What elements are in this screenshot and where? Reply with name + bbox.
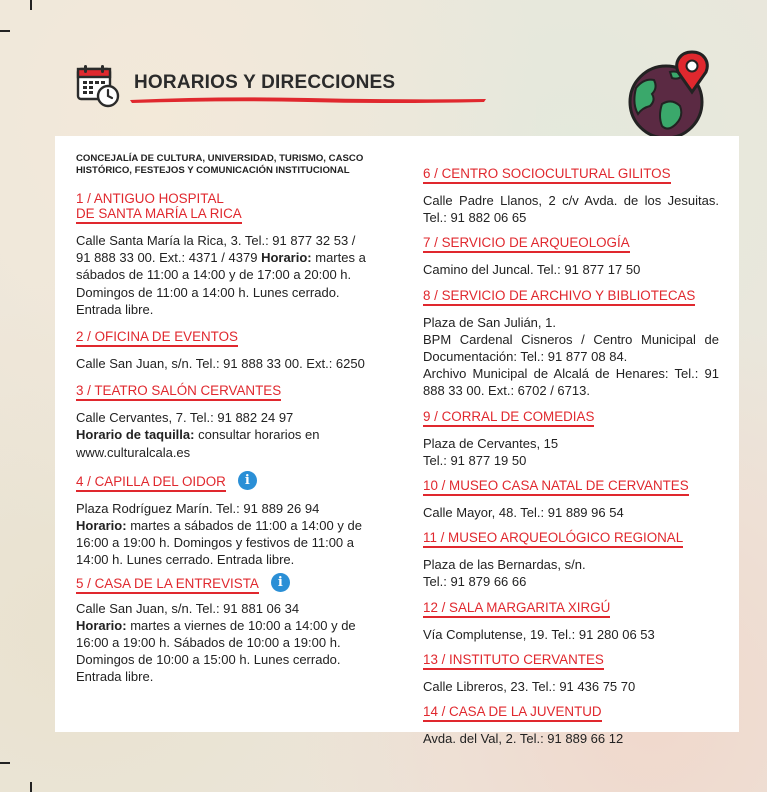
venue-address: Calle Cervantes, 7. Tel.: 91 882 24 97 — [76, 410, 294, 426]
venue-address: Calle Santa María la Rica, 3. Tel.: 91 877 32 53 / 91 888 33 00. Ext.: 4371 / 4379 — [76, 233, 356, 266]
title-underline-brush — [128, 94, 488, 104]
hours-label: Horario: — [261, 250, 312, 266]
venue-title: 14 / CASA DE LA JUVENTUD — [423, 704, 602, 722]
venue-address-line: BPM Cardenal Cisneros / Centro Municipal de Documentación: Tel.: 91 877 08 84. — [423, 331, 719, 365]
calendar-clock-icon — [76, 64, 120, 108]
venue-address-line: Archivo Municipal de Alcalá de Henares: Tel.: 91 888 33 00. Ext.: 6702 / 6713. — [423, 366, 719, 399]
venue-hours: martes a viernes de 10:00 a 14:00 y de 16:00 a 19:00 h. Sábados de 10:00 a 19:00 h. Domingos de 10:00 a 15:00 h. Lunes cerrado. Entrada libre. — [76, 617, 356, 685]
venue-title: 7 / SERVICIO DE ARQUEOLOGÍA — [423, 235, 630, 253]
venue-hours: consultar horarios en www.culturalcala.es — [76, 427, 320, 460]
venue-entry — [423, 529, 719, 590]
crop-mark — [30, 0, 32, 10]
hours-label: Horario: — [76, 617, 127, 633]
crop-mark — [30, 782, 32, 792]
venue-title: 8 / SERVICIO DE ARCHIVO Y BIBLIOTECAS — [423, 288, 695, 306]
venue-title: 4 / CAPILLA DEL OIDOR — [76, 474, 226, 492]
crop-mark — [0, 30, 10, 32]
venue-title: 11 / MUSEO ARQUEOLÓGICO REGIONAL — [423, 530, 683, 548]
venue-title: 10 / MUSEO CASA NATAL DE CERVANTES — [423, 478, 689, 496]
venue-details — [423, 261, 719, 278]
venue-address-line: Plaza de Cervantes, 15 — [423, 435, 559, 451]
venue-title: 3 / TEATRO SALÓN CERVANTES — [76, 383, 281, 401]
venue-details — [423, 435, 719, 469]
venue-details — [423, 678, 719, 695]
venue-entry — [423, 165, 719, 226]
venue-details — [423, 556, 719, 590]
venue-entry — [423, 651, 719, 695]
venue-details — [76, 409, 372, 461]
venue-address: Calle Padre Llanos, 2 c/v Avda. de los Jesuitas. Tel.: 91 882 06 65 — [423, 193, 719, 226]
venue-entry — [423, 287, 719, 400]
venue-entry — [423, 234, 719, 278]
venue-entry — [76, 573, 372, 686]
department-heading: CONCEJALÍA DE CULTURA, UNIVERSIDAD, TURISMO, CASCO HISTÓRICO, FESTEJOS Y COMUNICACIÓN INSTITUCIONAL — [76, 153, 364, 176]
venue-title: 9 / CORRAL DE COMEDIAS — [423, 409, 594, 427]
venue-entry — [76, 471, 372, 569]
hours-label: Horario: — [76, 518, 127, 534]
venue-entry — [76, 328, 372, 372]
left-column — [76, 136, 372, 686]
venue-entry — [423, 477, 719, 521]
venue-address: Avda. del Val, 2. Tel.: 91 889 66 12 — [423, 731, 624, 747]
venue-title: 12 / SALA MARGARITA XIRGÚ — [423, 600, 610, 618]
venue-details — [423, 730, 719, 747]
venue-title: 2 / OFICINA DE EVENTOS — [76, 329, 238, 347]
venue-hours: martes a sábados de 11:00 a 14:00 y de 17:00 a 20:00 h. Domingos de 11:00 a 14:00 h. Lunes cerrado. Entrada libre. — [76, 250, 366, 317]
venue-details — [423, 314, 719, 400]
venue-details — [423, 504, 719, 521]
venue-title: 6 / CENTRO SOCIOCULTURAL GILITOS — [423, 166, 671, 184]
venue-entry — [423, 408, 719, 469]
venue-hours: martes a sábados de 11:00 a 14:00 y de 16:00 a 19:00 h. Domingos y festivos de 11:00 a 14:00 h. Lunes cerrado. Entrada libre. — [76, 518, 362, 568]
venue-address: Calle San Juan, s/n. Tel.: 91 888 33 00. Ext.: 6250 — [76, 356, 365, 372]
right-column — [423, 136, 719, 747]
venue-address: Camino del Juncal. Tel.: 91 877 17 50 — [423, 262, 641, 278]
globe-location-pin-icon — [622, 48, 718, 144]
venue-title: 13 / INSTITUTO CERVANTES — [423, 652, 604, 670]
venue-address: Calle Mayor, 48. Tel.: 91 889 96 54 — [423, 505, 624, 521]
venue-details — [76, 232, 372, 318]
venue-details — [76, 500, 372, 569]
venue-entry — [76, 191, 372, 318]
venue-title: 1 / ANTIGUO HOSPITAL DE SANTA MARÍA LA RICA — [76, 191, 242, 224]
venue-entry — [76, 382, 372, 461]
venue-address: Calle Libreros, 23. Tel.: 91 436 75 70 — [423, 678, 636, 694]
venue-address-line: Plaza de San Julián, 1. — [423, 314, 556, 330]
page-title: HORARIOS Y DIRECCIONES — [134, 72, 396, 93]
info-icon[interactable]: i — [271, 573, 290, 592]
venue-address-line: Tel.: 91 877 19 50 — [423, 452, 527, 468]
venue-title: 5 / CASA DE LA ENTREVISTA — [76, 576, 259, 594]
venue-details — [76, 355, 372, 372]
crop-mark — [0, 762, 10, 764]
venue-details — [423, 192, 719, 226]
venue-address: Calle San Juan, s/n. Tel.: 91 881 06 34 — [76, 600, 300, 616]
venue-address: Plaza Rodríguez Marín. Tel.: 91 889 26 94 — [76, 500, 320, 516]
hours-label: Horario de taquilla: — [76, 427, 195, 443]
venue-details — [423, 626, 719, 643]
directory-card — [55, 136, 739, 747]
venue-entry — [423, 703, 719, 747]
venue-address-line: Tel.: 91 879 66 66 — [423, 574, 527, 590]
venue-address: Vía Complutense, 19. Tel.: 91 280 06 53 — [423, 626, 655, 642]
venue-address-line: Plaza de las Bernardas, s/n. — [423, 557, 586, 573]
venue-details — [76, 600, 372, 686]
venue-entry — [423, 599, 719, 643]
info-icon[interactable]: i — [238, 471, 257, 490]
